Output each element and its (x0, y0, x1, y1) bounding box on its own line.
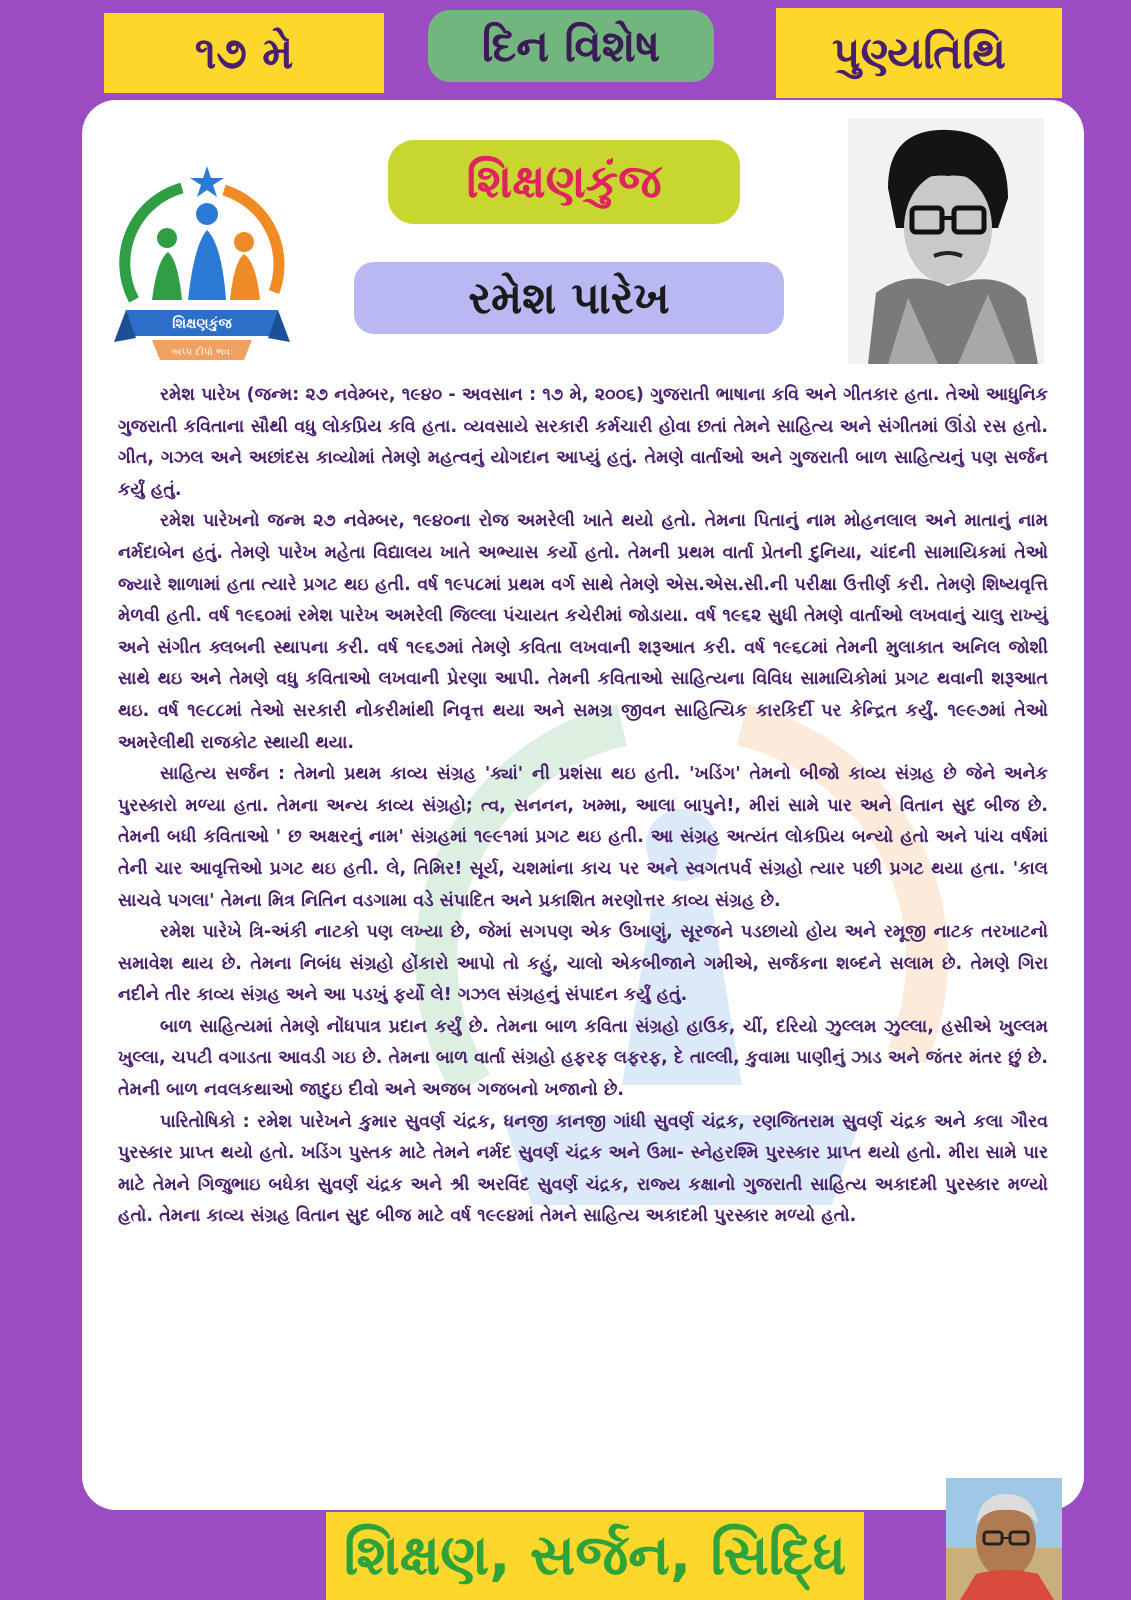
footer-banner (326, 1512, 864, 1600)
content-card (82, 100, 1084, 1510)
portrait-photo (848, 118, 1044, 364)
occasion-tag (776, 8, 1062, 98)
date-tag (104, 13, 384, 93)
article-body (118, 380, 1048, 1233)
shikshankunj-logo-icon (112, 160, 292, 370)
footer-motto: શિક્ષણ, સર્જન, સિદ્ધિ (343, 1523, 847, 1588)
paragraph-children-literature: બાળ સાહિત્યમાં તેમણે નોંધપાત્ર પ્રદાન કર્યું છે. તેમના બાળ કવિતા સંગ્રહો હાઉક, ચીં, દરિયો ઝુલ્લમ ઝુલ્લા, હસીએ ખુલ્લમ ખુલ્લા, ચપટી વગાડતા આવડી ગઇ છે. તેમના બાળ વાર્તા સંગ્રહો હફરફ લફરફ, દે તાલ્લી, કુવામા પાણીનું ઝાડ અને જંતર મંતર છું છે. તેમની બાળ નવલકથાઓ જાદુઇ દીવો અને અજબ ગજબનો ખજાનો છે. (118, 1016, 1048, 1101)
date-text: ૧૭ મે (194, 27, 294, 79)
subject-name: રમેશ પારેખ (468, 272, 670, 324)
brand-banner (388, 140, 740, 224)
logo-text: શિક્ષણકુંજ (172, 316, 232, 332)
brand-name: શિક્ષણકુંજ (466, 154, 662, 208)
logo-tagline: અપ્પ દીપો ભવઃ (170, 347, 234, 358)
paragraph-intro: રમેશ પારેખ (જન્મ: ૨૭ નવેમ્બર, ૧૯૪૦ - અવસાન : ૧૭ મે, ૨૦૦૬) ગુજરાતી ભાષાના કવિ અને ગીતકાર હતા. તેઓ આધુનિક ગુજરાતી કવિતાના સૌથી વધુ લોકપ્રિય કવિ હતા. વ્યવસાયે સરકારી કર્મચારી હોવા છતાં તેમને સાહિત્ય અને સંગીતમાં ઊંડો રસ હતો. ગીત, ગઝલ અને અછાંદસ કાવ્યોમાં તેમણે મહત્વનું યોગદાન આપ્યું હતું. તેમણે વાર્તાઓ અને ગુજરાતી બાળ સાહિત્યનું પણ સર્જન કર્યું હતું. (118, 385, 1048, 500)
footer-person-photo (946, 1478, 1062, 1600)
name-banner (354, 262, 784, 334)
paragraph-awards: પારિતોષિકો : રમેશ પારેખને કુમાર સુવર્ણ ચંદ્રક, ધનજી કાનજી ગાંધી સુવર્ણ ચંદ્રક, રણજિતરામ સુવર્ણ ચંદ્રક અને કલા ગૌરવ પુરસ્કાર પ્રાપ્ત થયો હતો. ખડિંગ પુસ્તક માટે તેમને નર્મદ સુવર્ણ ચંદ્રક અને ઉમા- સ્નેહરશ્મિ પુરસ્કાર પ્રાપ્ત થયો હતો. મીરા સામે પાર માટે તેમને ગિજુભાઇ બધેકા સુવર્ણ ચંદ્રક અને શ્રી અરવિંદ સુવર્ણ ચંદ્રક, રાજ્ય કક્ષાનો ગુજરાતી સાહિત્ય અકાદમી પુરસ્કાર મળ્યો હતો. તેમના કાવ્ય સંગ્રહ વિતાન સુદ બીજ માટે વર્ષ ૧૯૯૪માં તેમને સાહિત્ય અકાદમી પુરસ્કાર મળ્યો હતો. (118, 1111, 1048, 1227)
day-special-tag (428, 10, 714, 82)
occasion-text: પુણ્યતિથિ (832, 27, 1006, 79)
paragraph-plays-essays: રમેશ પારેખે ત્રિ-અંકી નાટકો પણ લખ્યા છે, જેમાં સગપણ એક ઉખાણું, સૂરજને પડછાયો હોય અને રમૂજી નાટક તરખાટનો સમાવેશ થાય છે. તેમના નિબંધ સંગ્રહો હોંકારો આપો તો કહું, ચાલો એકબીજાને ગમીએ, સર્જકના શબ્દને સલામ છે. તેમણે ગિરા નદીને તીર કાવ્ય સંગ્રહ અને આ પડખું ફર્યો લે! ગઝલ સંગ્રહનું સંપાદન કર્યું હતું. (118, 922, 1048, 1006)
paragraph-literary-works: સાહિત્ય સર્જન : તેમનો પ્રથમ કાવ્ય સંગ્રહ 'ક્યાં' ની પ્રશંસા થઇ હતી. 'ખડિંગ' તેમનો બીજો કાવ્ય સંગ્રહ છે જેને અનેક પુરસ્કારો મળ્યા હતા. તેમના અન્ય કાવ્ય સંગ્રહો; ત્વ, સનનન, ખમ્મા, આલા બાપુને!, મીરાં સામે પાર અને વિતાન સુદ બીજ છે. તેમની બધી કવિતાઓ ' છ અક્ષરનું નામ' સંગ્રહમાં ૧૯૯૧માં પ્રગટ થઇ હતી. આ સંગ્રહ અત્યંત લોકપ્રિય બન્યો હતો અને પાંચ વર્ષમાં તેની ચાર આવૃત્તિઓ પ્રગટ થઇ હતી. લે, તિમિર! સૂર્ય, ચશમાંના કાચ પર અને સ્વગતપર્વ સંગ્રહો ત્યાર પછી પ્રગટ થયા હતા. 'કાલ સાચવે પગલા' તેમના મિત્ર નિતિન વડગામા વડે સંપાદિત અને પ્રકાશિત મરણોત્તર કાવ્ય સંગ્રહ છે. (118, 764, 1048, 911)
day-special-text: દિન વિશેષ (481, 20, 661, 72)
paragraph-life: રમેશ પારેખનો જન્મ ૨૭ નવેમ્બર, ૧૯૪૦ના રોજ અમરેલી ખાતે થયો હતો. તેમના પિતાનું નામ મોહનલાલ અને માતાનું નામ નર્મદાબેન હતું. તેમણે પારેખ મહેતા વિદ્યાલય ખાતે અભ્યાસ કર્યો હતો. તેમની પ્રથમ વાર્તા પ્રેતની દુનિયા, ચાંદની સામાયિકમાં તેઓ જ્યારે શાળામાં હતા ત્યારે પ્રગટ થઇ હતી. વર્ષ ૧૯૫૮માં પ્રથમ વર્ગ સાથે તેમણે એસ.એસ.સી.ની પરીક્ષા ઉત્તીર્ણ કરી. તેમણે શિષ્યવૃત્તિ મેળવી હતી. વર્ષ ૧૯૬૦માં રમેશ પારેખ અમરેલી જિલ્લા પંચાયત કચેરીમાં જોડાયા. વર્ષ ૧૯૬૨ સુધી તેમણે વાર્તાઓ લખવાનું ચાલુ રાખ્યું અને સંગીત ક્લબની સ્થાપના કરી. વર્ષ ૧૯૬૭માં તેમણે કવિતા લખવાની શરૂઆત કરી. વર્ષ ૧૯૬૮માં તેમની મુલાકાત અનિલ જોશી સાથે થઇ અને તેમણે વધુ કવિતાઓ લખવાની પ્રેરણા આપી. તેમની કવિતાઓ સાહિત્યના વિવિધ સામાયિકોમાં પ્રગટ થવાની શરૂઆત થઇ. વર્ષ ૧૯૮૮માં તેઓ સરકારી નોકરીમાંથી નિવૃત્ત થયા અને સમગ્ર જીવન સાહિત્યિક કારકિર્દી પર કેન્દ્રિત કર્યું. ૧૯૯૭માં તેઓ અમરેલીથી રાજકોટ સ્થાયી થયા. (118, 511, 1048, 753)
